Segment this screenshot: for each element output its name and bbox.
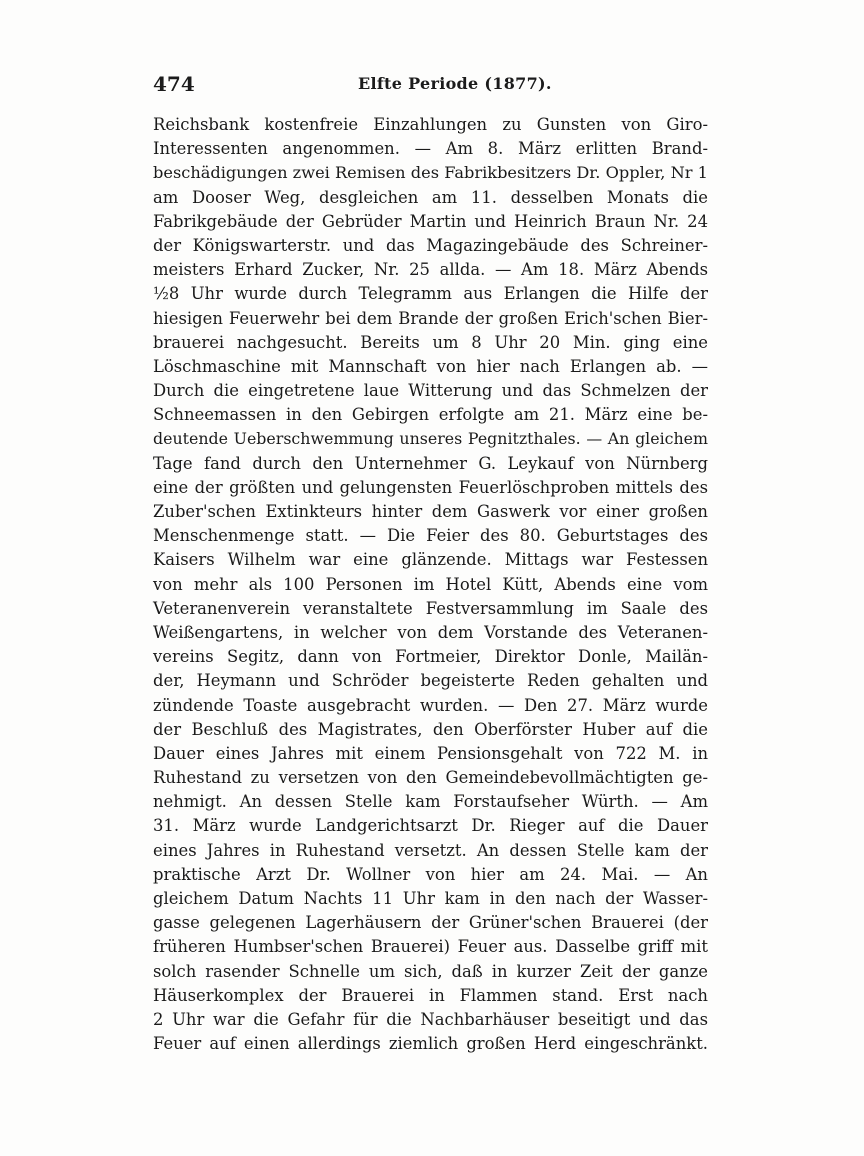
page-number: 474 — [153, 72, 195, 96]
text-line: gleichem Datum Nachts 11 Uhr kam in den nach der Wasser- — [153, 889, 708, 908]
text-line: gasse gelegenen Lagerhäusern der Grüner'schen Brauerei (der — [153, 913, 708, 933]
text-line: früheren Humbser'schen Brauerei) Feuer aus. Dasselbe griff mit — [153, 937, 708, 957]
text-line: solch rasender Schnelle um sich, daß in kurzer Zeit der ganze — [153, 961, 708, 981]
text-line: 31. März wurde Landgerichtsarzt Dr. Rieger auf die Dauer — [153, 816, 708, 836]
running-head: Elfte Periode (1877). — [358, 74, 552, 93]
text-line: hiesigen Feuerwehr bei dem Brande der großen Erich'schen Bier- — [153, 308, 708, 328]
text-line: Fabrikgebäude der Gebrüder Martin und Heinrich Braun Nr. 24 — [153, 211, 708, 231]
text-line: Häuserkomplex der Brauerei in Flammen stand. Erst nach — [153, 985, 708, 1005]
text-line: eine der größten und gelungensten Feuerlöschproben mittels des — [153, 477, 708, 497]
text-line: von mehr als 100 Personen im Hotel Kütt, Abends eine vom — [153, 574, 708, 594]
text-line: Kaisers Wilhelm war eine glänzende. Mittags war Festessen — [153, 550, 708, 570]
text-line: vereins Segitz, dann von Fortmeier, Direktor Donle, Mailän- — [153, 647, 708, 667]
text-line: Löschmaschine mit Mannschaft von hier nach Erlangen ab. — — [153, 356, 708, 376]
text-line: Menschenmenge statt. — Die Feier des 80. Geburtstages des — [153, 526, 708, 546]
text-line: praktische Arzt Dr. Wollner von hier am 24. Mai. — An — [153, 864, 708, 884]
text-line: Tage fand durch den Unternehmer G. Leykauf von Nürnberg — [153, 453, 708, 473]
text-line: meisters Erhard Zucker, Nr. 25 allda. — Am 18. März Abends — [153, 260, 708, 280]
text-line: eines Jahres in Ruhestand versetzt. An dessen Stelle kam der — [153, 840, 708, 860]
text-line: der, Heymann und Schröder begeisterte Reden gehalten und — [153, 671, 708, 691]
text-line: am Dooser Weg, desgleichen am 11. desselben Monats die — [153, 187, 708, 207]
text-line: beschädigungen zwei Remisen des Fabrikbesitzers Dr. Oppler, Nr 1 — [153, 163, 708, 183]
text-line: Feuer auf einen allerdings ziemlich großen Herd eingeschränkt. — [153, 1034, 708, 1054]
page-header — [153, 72, 708, 102]
body-text — [153, 113, 708, 1056]
text-line: der Königswarterstr. und das Magazingebäude des Schreiner- — [153, 235, 708, 255]
text-line: Zuber'schen Extinkteurs hinter dem Gaswerk vor einer großen — [153, 502, 708, 521]
text-line: 2 Uhr war die Gefahr für die Nachbarhäuser beseitigt und das — [153, 1009, 708, 1029]
text-line: zündende Toaste ausgebracht wurden. — Den 27. März wurde — [153, 695, 708, 715]
text-line: deutende Ueberschwemmung unseres Pegnitzthales. — An gleichem — [153, 429, 708, 449]
text-line: nehmigt. An dessen Stelle kam Forstaufseher Würth. — Am — [153, 792, 708, 812]
text-line: Ruhestand zu versetzen von den Gemeindebevollmächtigten ge- — [153, 768, 708, 788]
text-line: Reichsbank kostenfreie Einzahlungen zu Gunsten von Giro- — [153, 115, 708, 134]
text-line: ½8 Uhr wurde durch Telegramm aus Erlangen die Hilfe der — [153, 284, 708, 304]
text-line: Weißengartens, in welcher von dem Vorstande des Veteranen- — [153, 622, 708, 642]
text-line: Interessenten angenommen. — Am 8. März erlitten Brand- — [153, 139, 708, 159]
text-line: brauerei nachgesucht. Bereits um 8 Uhr 20 Min. ging eine — [153, 332, 708, 352]
text-line: Schneemassen in den Gebirgen erfolgte am 21. März eine be- — [153, 405, 708, 425]
text-line: Veteranenverein veranstaltete Festversammlung im Saale des — [153, 598, 708, 618]
text-line: Dauer eines Jahres mit einem Pensionsgehalt von 722 M. in — [153, 743, 708, 763]
text-line: der Beschluß des Magistrates, den Oberförster Huber auf die — [153, 719, 708, 739]
text-line: Durch die eingetretene laue Witterung und das Schmelzen der — [153, 381, 708, 401]
